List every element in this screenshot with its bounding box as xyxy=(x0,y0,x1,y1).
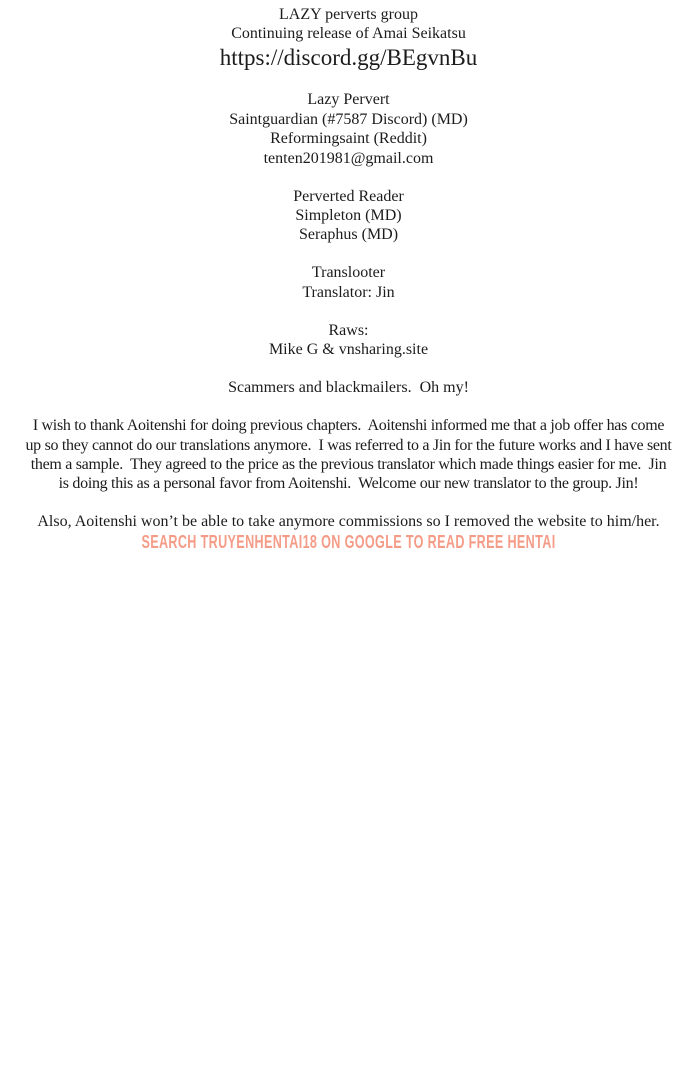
translator-note-line: up so they cannot do our translations anymore. I was referred to a Jin for the future works and I have sent xyxy=(25,436,672,454)
spacer xyxy=(0,72,697,91)
section-title-raws: Raws: xyxy=(328,321,369,339)
credit-member: Seraphus (MD) xyxy=(298,226,399,244)
watermark-text: SEARCH TRUYENHENTAI18 ON GOOGLE TO READ FREE HENTAI xyxy=(141,531,556,552)
spacer xyxy=(0,398,697,417)
credit-member: Simpleton (MD) xyxy=(295,207,402,225)
credit-member: Translator: Jin xyxy=(302,283,395,301)
spacer xyxy=(0,302,697,321)
release-note: Continuing release of Amai Seikatsu xyxy=(231,25,466,43)
credit-member: Mike G & vnsharing.site xyxy=(268,341,429,359)
translator-note-line: I wish to thank Aoitenshi for doing previous chapters. Aoitenshi informed me that a job offer has come xyxy=(32,417,665,435)
discord-url: https://discord.gg/BEgvnBu xyxy=(219,44,478,70)
section-title-translooter: Translooter xyxy=(311,264,386,282)
credit-member: Reformingsaint (Reddit) xyxy=(270,130,427,148)
translator-note-paragraph xyxy=(0,416,697,494)
commissions-note: Also, Aoitenshi won’t be able to take anymore commissions so I removed the website to him/her. xyxy=(37,513,660,531)
credit-member-email: tenten201981@gmail.com xyxy=(263,149,434,167)
translator-note-line: is doing this as a personal favor from Aoitenshi. Welcome our new translator to the group. Jin! xyxy=(58,475,639,493)
group-name: LAZY perverts group xyxy=(279,6,418,23)
spacer xyxy=(0,494,697,513)
section-title-perverted-reader: Perverted Reader xyxy=(293,187,404,205)
spacer xyxy=(0,245,697,264)
spacer xyxy=(0,360,697,379)
scammers-note: Scammers and blackmailers. Oh my! xyxy=(228,379,469,397)
translator-note-line: them a sample. They agreed to the price as the previous translator which made things easier for me. Jin xyxy=(30,456,667,474)
section-title-lazy-pervert: Lazy Pervert xyxy=(307,91,390,109)
credit-member: Saintguardian (#7587 Discord) (MD) xyxy=(229,110,468,128)
spacer xyxy=(0,168,697,187)
